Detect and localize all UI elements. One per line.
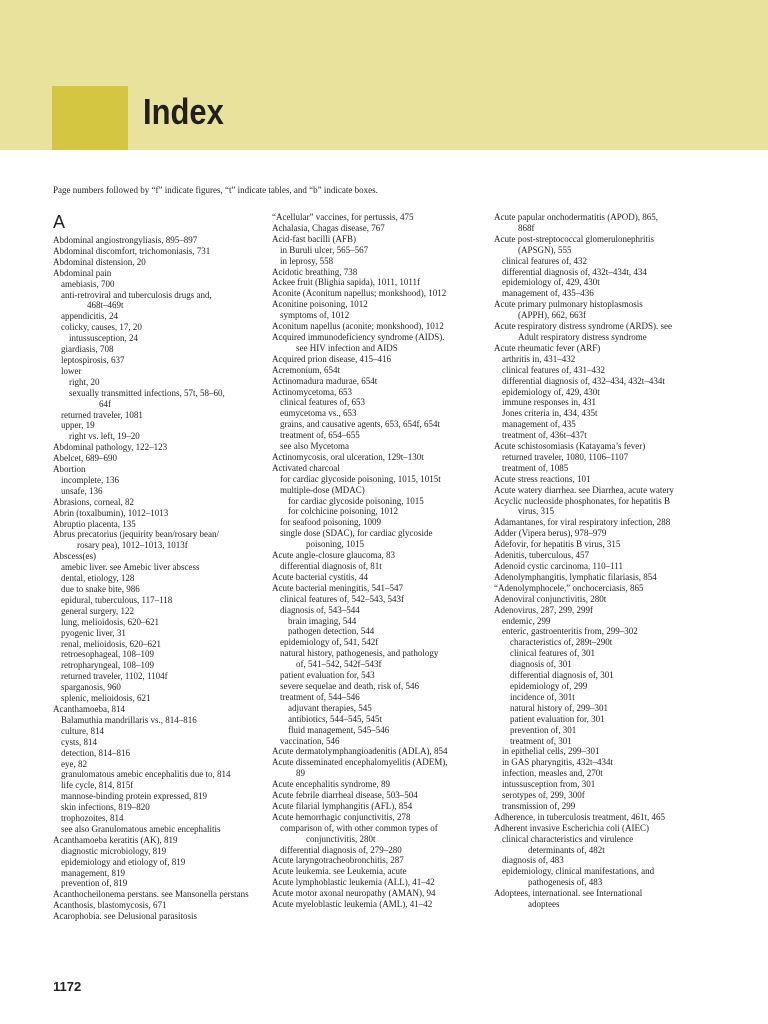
index-entry: Abruptio placenta, 135 <box>53 518 136 529</box>
index-entry: in GAS pharyngitis, 432t–434t <box>502 757 614 768</box>
index-entry: Acyclic nucleoside phosphonates, for hepatitis B <box>494 495 670 506</box>
index-entry: endemic, 299 <box>502 615 551 626</box>
index-entry: Acidotic breathing, 738 <box>272 266 358 277</box>
index-entry: clinical characteristics and virulence <box>502 833 634 844</box>
index-entry: comparison of, with other common types of <box>280 822 438 833</box>
index-entry: Acquired prion disease, 415–416 <box>272 353 391 364</box>
index-entry: Acute papular onchodermatitis (APOD), 865, <box>494 212 658 222</box>
index-entry: patient evaluation for, 301 <box>510 713 605 724</box>
index-entry: epidemiology, clinical manifestations, and <box>502 866 655 877</box>
index-entry: incomplete, 136 <box>61 474 119 485</box>
index-entry: in leprosy, 558 <box>280 255 334 266</box>
index-entry: anti-retroviral and tuberculosis drugs and, <box>61 289 212 300</box>
index-entry: incidence of, 301t <box>510 691 575 702</box>
index-entry: trophozoites, 814 <box>61 813 124 824</box>
index-entry: granulomatous amebic encephalitis due to, 814 <box>61 769 231 780</box>
index-entry: Acute bacterial meningitis, 541–547 <box>272 582 403 593</box>
index-entry: pyogenic liver, 31 <box>61 627 126 638</box>
index-entry: Acute filarial lymphangitis (AFL), 854 <box>272 800 413 811</box>
index-entry: prevention of, 301 <box>510 724 577 735</box>
index-entries-3 <box>494 212 699 910</box>
index-entry: lung, melioidosis, 620–621 <box>61 616 160 627</box>
index-entry: epidemiology of, 541, 542f <box>280 637 379 648</box>
index-entry: dental, etiology, 128 <box>61 573 135 584</box>
index-entry: arthritis in, 431–432 <box>502 353 576 364</box>
index-entry: differential diagnosis of, 81t <box>280 561 382 571</box>
index-entry: Acute dermatolymphangioadenitis (ADLA), 854 <box>272 746 448 757</box>
index-entry: returned traveler, 1081 <box>61 409 143 420</box>
index-entry: lower <box>61 365 82 376</box>
index-entry: Adult respiratory distress syndrome <box>518 331 647 342</box>
index-entry: “Adenolymphocele,” onchocerciasis, 865 <box>494 582 644 593</box>
index-entry: returned traveler, 1080, 1106–1107 <box>502 451 629 462</box>
index-entry: Abdominal pathology, 122–123 <box>53 442 168 453</box>
index-entry: epidemiology of, 429, 430t <box>502 277 600 288</box>
index-entry: pathogenesis of, 483 <box>528 877 603 888</box>
page-number: 1172 <box>53 979 82 994</box>
index-entry: retroesophageal, 108–109 <box>61 649 154 660</box>
index-entry: appendicitis, 24 <box>61 311 118 322</box>
index-entry: 868f <box>518 222 535 233</box>
index-entry: Abscess(es) <box>53 551 96 562</box>
index-entry: epidemiology of, 299 <box>510 680 588 691</box>
index-entry: see also Mycetoma <box>280 441 349 452</box>
index-entry: Acute stress reactions, 101 <box>494 473 591 484</box>
index-entry: differential diagnosis of, 301 <box>510 670 614 681</box>
index-entry: of, 541–542, 542f–543f <box>296 659 382 670</box>
index-entry: prevention of, 819 <box>61 878 128 889</box>
index-entry: Ackee fruit (Blighia sapida), 1011, 1011f <box>272 277 421 288</box>
index-entry: epidemiology and etiology of, 819 <box>61 856 186 867</box>
index-entry: Acute hemorrhagic conjunctivitis, 278 <box>272 811 411 822</box>
index-entry: Adenoid cystic carcinoma, 110–111 <box>494 561 623 571</box>
index-entry: antibiotics, 544–545, 545t <box>288 713 382 724</box>
index-entry: Actinomadura madurae, 654t <box>272 375 378 386</box>
index-entry: Acute laryngotracheobronchitis, 287 <box>272 855 404 866</box>
index-entry: grains, and causative agents, 653, 654f, 654t <box>280 419 440 430</box>
index-entry: upper, 19 <box>61 420 95 431</box>
index-entry: Abrus precatorius (jequirity bean/rosary bean/ <box>53 529 219 540</box>
index-entry: Abdominal angiostrongyliasis, 895–897 <box>53 235 198 245</box>
index-entry: adoptees <box>528 899 560 910</box>
index-entry: immune responses in, 431 <box>502 397 596 408</box>
index-entries-2 <box>272 212 477 910</box>
index-entry: Acanthocheilonema perstans. see Mansonella perstans <box>53 889 249 900</box>
index-entry: due to snake bite, 986 <box>61 584 140 594</box>
index-entry: for cardiac glycoside poisoning, 1015, 1015t <box>280 473 441 484</box>
index-entry: Acute respiratory distress syndrome (ARDS). see <box>494 321 672 332</box>
index-entry: Acute leukemia. see Leukemia, acute <box>272 866 407 877</box>
index-entry: 64f <box>99 398 111 409</box>
index-entry: Abortion <box>53 464 86 475</box>
index-entry: determinants of, 482t <box>528 844 605 855</box>
index-entry: severe sequelae and death, risk of, 546 <box>280 680 419 691</box>
index-entry: Acute rheumatic fever (ARF) <box>494 342 601 353</box>
index-entry: giardiasis, 708 <box>61 344 114 355</box>
index-entry: cysts, 814 <box>61 736 97 747</box>
index-entry: see HIV infection and AIDS <box>296 342 398 353</box>
index-column-1 <box>53 212 258 922</box>
index-entry: Actinomycosis, oral ulceration, 129t–130t <box>272 451 424 462</box>
index-entry: treatment of, 301 <box>510 735 572 746</box>
index-entry: for seafood poisoning, 1009 <box>280 517 381 528</box>
index-entry: poisoning, 1015 <box>306 539 365 550</box>
index-entry: diagnostic microbiology, 819 <box>61 845 167 856</box>
index-entry: Acanthamoeba, 814 <box>53 703 125 714</box>
index-entry: Adamantanes, for viral respiratory infection, 288 <box>494 517 671 528</box>
index-entry: natural history of, 299–301 <box>510 702 608 713</box>
index-entry: Actinomycetoma, 653 <box>272 386 352 397</box>
index-entry: general surgery, 122 <box>61 605 134 616</box>
index-entry: clinical features of, 542–543, 543f <box>280 593 404 604</box>
index-entry: Acute motor axonal neuropathy (AMAN), 94 <box>272 888 436 899</box>
index-entry: patient evaluation for, 543 <box>280 670 375 681</box>
index-entry: Acremonium, 654t <box>272 364 340 375</box>
index-entry: rosary pea), 1012–1013, 1013f <box>77 540 188 551</box>
index-entry: Achalasia, Chagas disease, 767 <box>272 222 385 233</box>
index-entry: clinical features of, 653 <box>280 397 365 408</box>
index-entry: single dose (SDAC), for cardiac glycoside <box>280 528 433 539</box>
index-entry: serotypes of, 299, 300f <box>502 790 585 801</box>
index-entry: management, 819 <box>61 867 125 878</box>
index-entries-1 <box>53 235 258 922</box>
index-entry: “Acellular” vaccines, for pertussis, 475 <box>272 212 414 222</box>
index-entry: in epithelial cells, 299–301 <box>502 746 600 757</box>
index-entry: Acute febrile diarrheal disease, 503–504 <box>272 790 418 801</box>
index-entry: vaccination, 546 <box>280 735 340 746</box>
index-entry: brain imaging, 544 <box>288 615 357 626</box>
index-entry: for colchicine poisoning, 1012 <box>288 506 398 517</box>
index-entry: sexually transmitted infections, 57t, 58–60, <box>69 387 225 398</box>
index-entry: treatment of, 544–546 <box>280 691 360 702</box>
index-entry: Adder (Vipera berus), 978–979 <box>494 528 607 539</box>
index-entry: epidemiology of, 429, 430t <box>502 386 600 397</box>
index-entry: Acquired immunodeficiency syndrome (AIDS). <box>272 331 445 342</box>
index-entry: retropharyngeal, 108–109 <box>61 660 154 671</box>
index-entry: conjunctivitis, 280t <box>306 833 376 844</box>
index-entry: (APPH), 662, 663f <box>518 310 587 321</box>
index-entry: Adherent invasive Escherichia coli (AIEC) <box>494 822 649 833</box>
index-entry: life cycle, 814, 815f <box>61 780 134 791</box>
index-entry: enteric, gastroenteritis from, 299–302 <box>502 626 638 637</box>
section-letter: A <box>53 212 66 232</box>
index-entry: Balamuthia mandrillaris vs., 814–816 <box>61 714 197 725</box>
index-entry: Acanthamoeba keratitis (AK), 819 <box>53 834 178 845</box>
index-entry: Activated charcoal <box>272 462 340 473</box>
index-entry: Aconitum napellus (aconite; monkshood), 1012 <box>272 321 444 332</box>
index-entry: symptoms of, 1012 <box>280 310 350 321</box>
index-entry: eye, 82 <box>61 758 87 769</box>
index-entry: differential diagnosis of, 279–280 <box>280 844 402 855</box>
index-entry: amebic liver. see Amebic liver abscess <box>61 562 200 573</box>
index-entry: pathogen detection, 544 <box>288 626 375 637</box>
header-accent-block <box>52 86 128 150</box>
index-entry: diagnosis of, 543–544 <box>280 604 360 615</box>
index-entry: right, 20 <box>69 376 100 387</box>
index-entry: Acute primary pulmonary histoplasmosis <box>494 299 643 310</box>
index-entry: 468t–469t <box>87 300 124 311</box>
index-entry: sparganosis, 960 <box>61 682 121 693</box>
index-entry: Abrin (toxalbumin), 1012–1013 <box>53 507 169 518</box>
index-entry: Acanthosis, blastomycosis, 671 <box>53 900 167 911</box>
index-entry: Abdominal distension, 20 <box>53 256 146 267</box>
index-entry: Adenitis, tuberculous, 457 <box>494 550 589 561</box>
index-entry: clinical features of, 432 <box>502 255 587 266</box>
index-column-3 <box>494 212 699 910</box>
index-entry: fluid management, 545–546 <box>288 724 390 735</box>
index-entry: mannose-binding protein expressed, 819 <box>61 791 207 802</box>
index-entry: differential diagnosis of, 432t–434t, 434 <box>502 266 647 277</box>
index-entry: natural history, pathogenesis, and pathology <box>280 648 439 659</box>
index-entry: Acute schistosomiasis (Katayama’s fever) <box>494 441 646 452</box>
index-entry: Adenolymphangitis, lymphatic filariasis, 854 <box>494 571 657 582</box>
index-entry: Acute watery diarrhea. see Diarrhea, acute watery <box>494 484 674 495</box>
index-entry: 89 <box>296 768 305 779</box>
index-entry: colicky, causes, 17, 20 <box>61 322 142 333</box>
index-entry: amebiasis, 700 <box>61 278 115 289</box>
index-entry: Acute bacterial cystitis, 44 <box>272 571 368 582</box>
index-entry: leptospirosis, 637 <box>61 354 125 365</box>
index-entry: Jones criteria in, 434, 435t <box>502 408 598 419</box>
index-entry: Adefovir, for hepatitis B virus, 315 <box>494 539 621 550</box>
index-entry: characteristics of, 289t–290t <box>510 637 613 648</box>
index-entry: unsafe, 136 <box>61 485 103 496</box>
index-entry: differential diagnosis of, 432–434, 432t–434t <box>502 375 665 386</box>
index-entry: multiple-dose (MDAC) <box>280 484 365 495</box>
index-entry: treatment of, 654–655 <box>280 430 360 441</box>
index-entry: Abdominal pain <box>53 267 112 278</box>
index-column-2 <box>272 212 477 910</box>
index-entry: Acute encephalitis syndrome, 89 <box>272 779 390 790</box>
index-entry: Abrasions, corneal, 82 <box>53 496 134 507</box>
index-entry: Acute post-streptococcal glomerulonephritis <box>494 233 654 244</box>
index-entry: clinical features of, 431–432 <box>502 364 605 375</box>
index-entry: Acute lymphoblastic leukemia (ALL), 41–42 <box>272 877 435 888</box>
index-entry: detection, 814–816 <box>61 747 130 758</box>
index-entry: intussusception, 24 <box>69 333 138 344</box>
index-entry: right vs. left, 19–20 <box>69 431 140 442</box>
index-note: Page numbers followed by “f” indicate figures, “t” indicate tables, and “b” indicate boxes. <box>53 185 378 195</box>
index-entry: Acute angle-closure glaucoma, 83 <box>272 550 395 561</box>
index-entry: splenic, melioidosis, 621 <box>61 693 151 704</box>
index-entry: for cardiac glycoside poisoning, 1015 <box>288 495 424 506</box>
index-entry: Abelcet, 689–690 <box>53 453 117 464</box>
index-entry: renal, melioidosis, 620–621 <box>61 638 161 649</box>
index-entry: clinical features of, 301 <box>510 648 595 659</box>
index-entry: Aconitine poisoning, 1012 <box>272 299 368 310</box>
index-entry: Adherence, in tuberculosis treatment, 461t, 465 <box>494 811 665 822</box>
index-entry: treatment of, 436t–437t <box>502 430 587 441</box>
index-entry: diagnosis of, 301 <box>510 659 572 670</box>
index-entry: Adenoviral conjunctivitis, 280t <box>494 593 607 604</box>
index-entry: infection, measles and, 270t <box>502 768 603 779</box>
index-entry: eumycetoma vs., 653 <box>280 408 357 419</box>
index-entry: management of, 435 <box>502 419 576 430</box>
index-entry: treatment of, 1085 <box>502 462 569 473</box>
page-title: Index <box>143 91 224 132</box>
index-entry: virus, 315 <box>518 506 554 517</box>
index-entry: transmission of, 299 <box>502 800 576 811</box>
index-entry: Acute myeloblastic leukemia (AML), 41–42 <box>272 899 433 910</box>
index-entry: skin infections, 819–820 <box>61 802 150 813</box>
index-entry: epidural, tuberculous, 117–118 <box>61 594 173 605</box>
header-banner <box>0 0 768 150</box>
index-entry: Acarophobia. see Delusional parasitosis <box>53 911 197 922</box>
index-entry: Acute disseminated encephalomyelitis (ADEM), <box>272 757 448 768</box>
index-entry: Acid-fast bacilli (AFB) <box>272 233 356 244</box>
index-entry: in Buruli ulcer, 565–567 <box>280 244 369 255</box>
index-entry: diagnosis of, 483 <box>502 855 564 866</box>
index-entry: Adenovirus, 287, 299, 299f <box>494 604 593 615</box>
index-entry: returned traveler, 1102, 1104f <box>61 671 168 682</box>
index-entry: culture, 814 <box>61 725 104 736</box>
index-entry: intussusception from, 301 <box>502 779 596 790</box>
index-entry: (APSGN), 555 <box>518 244 572 255</box>
index-entry: Aconite (Aconitum napellus; monkshood), 1012 <box>272 288 447 299</box>
index-entry: Abdominal discomfort, trichomoniasis, 731 <box>53 245 211 256</box>
index-entry: management of, 435–436 <box>502 288 594 299</box>
index-entry: adjuvant therapies, 545 <box>288 702 372 713</box>
index-entry: see also Granulomatous amebic encephalitis <box>61 823 221 834</box>
index-entry: Adoptees, international. see International <box>494 888 643 899</box>
